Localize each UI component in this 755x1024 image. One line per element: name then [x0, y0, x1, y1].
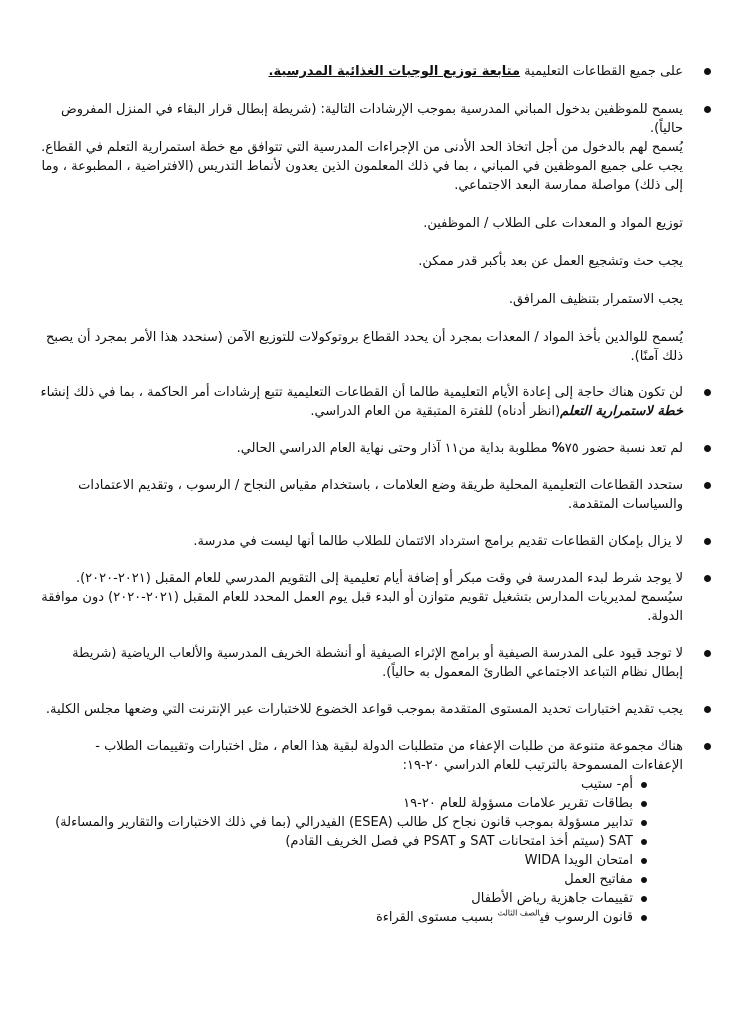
bullet-text: مطلوبة بداية من١١ آذار وحتى نهاية العام الدراسي الحالي. [236, 441, 552, 456]
list-item [40, 851, 647, 870]
bullet-icon [641, 896, 647, 902]
bullet-icon [704, 389, 711, 396]
bullet-icon [641, 915, 647, 921]
document-page [40, 60, 713, 927]
waiver-list [40, 775, 683, 927]
bullet-staff-access [40, 100, 713, 366]
list-item-text: تقييمات جاهزية رياض الأطفال [471, 891, 633, 906]
paragraph: يسمح للموظفين بدخول المباني المدرسية بموجب الإرشادات التالية: (شريطة إبطال قرار البقاء في المنزل المفروض حالياً). [60, 102, 683, 136]
bullet-ap-exams [40, 700, 713, 719]
bullet-icon [704, 706, 711, 713]
bullet-icon [641, 877, 647, 883]
list-item [40, 794, 647, 813]
bullet-text: لا يزال بإمكان القطاعات تقديم برامج استرداد الائتمان للطلاب طالما أنها ليست في مدرسة. [193, 534, 683, 549]
list-item-text: أم- ستيب [581, 777, 633, 792]
list-item [40, 775, 647, 794]
paragraph: يجب حث وتشجيع العمل عن بعد بأكبر قدر ممكن. [418, 254, 683, 269]
list-item [40, 889, 647, 908]
bullet-icon [641, 820, 647, 826]
bold-underlined-text: متابعة توزيع الوجبات الغذائية المدرسية. [268, 64, 521, 79]
paragraph: يُسمح لهم بالدخول من أجل اتخاذ الحد الأدنى من الإجراءات المدرسية التي تتوافق مع خطة استمرارية التعلم في القطاع. يجب على جميع الموظفين في المباني ، بما في ذلك المعلمون الذين يعدون لأنماط التدريس (الافتراضية ، المطبوعة ، وما إلى ذلك) مواصلة ممارسة البعد الاجتماعي. [41, 140, 683, 193]
bullet-text: (انظر أدناه) للفترة المتبقية من العام الدراسي. [310, 404, 561, 419]
list-item-text: بسبب مستوى القراءة [375, 910, 494, 925]
bullet-attendance [40, 439, 713, 458]
list-item [40, 870, 647, 889]
bullet-icon [641, 782, 647, 788]
bullet-text: هناك مجموعة متنوعة من طلبات الإعفاء من متطلبات الدولة لبقية هذا العام ، مثل اختبارات وتقييمات الطلاب - الإعفاءات المسموحة بالترتيب للعام الدراسي ٢٠-١٩: [95, 739, 683, 773]
bullet-text: لم تعد نسبة حضور ٧٥ [564, 441, 683, 456]
bullet-instructional-days [40, 383, 713, 421]
paragraph: يجب الاستمرار بتنظيف المرافق. [508, 292, 683, 307]
list-item [40, 813, 647, 832]
paragraph: توزيع المواد و المعدات على الطلاب / الموظفين. [423, 216, 683, 231]
bullet-icon [704, 68, 711, 75]
list-item-text: امتحان الويدا WIDA [524, 853, 633, 868]
bullet-icon [704, 743, 711, 750]
bullet-icon [641, 839, 647, 845]
bullet-icon [704, 575, 711, 582]
list-item [40, 832, 647, 851]
list-item-text: SAT (سيتم أخذ امتحانات SAT و PSAT في فصل الخريف القادم) [285, 834, 633, 849]
bullet-text: لا يوجد شرط لبدء المدرسة في وقت مبكر أو إضافة أيام تعليمية إلى التقويم المدرسي للعام المقبل (٢٠٢١-٢٠٢٠). سيُسمح لمديريات المدارس بتشغيل تقويم متوازن أو البدء قبل يوم العمل المحدد للعام المقبل (٢٠٢١-٢٠٢٠) دون موافقة الدولة. [41, 571, 683, 624]
bullet-summer-programs [40, 644, 713, 682]
bullet-icon [641, 801, 647, 807]
bullet-grading [40, 476, 713, 514]
paragraph: يُسمح للوالدين بأخذ المواد / المعدات بمجرد أن يحدد القطاع بروتوكولات للتوزيع الآمن (سنحدد هذا الأمر بمجرد أن يصبح ذلك آمنًا). [45, 330, 683, 364]
bullet-text: ستحدد القطاعات التعليمية المحلية طريقة وضع العلامات ، باستخدام مقياس النجاح / الرسوب ، وتقديم الاعتمادات والسياسات المتقدمة. [78, 478, 683, 512]
bullet-text: لا توجد قيود على المدرسة الصيفية أو برامج الإثراء الصيفية أو أنشطة الخريف المدرسية والألعاب الرياضية (شريطة إبطال نظام التباعد الاجتماعي الطارئ المعمول به حالياً). [72, 646, 683, 680]
bold-italic-text: خطة لاستمرارية التعلم [560, 404, 683, 419]
list-item-text: تدابير مسؤولة بموجب قانون نجاح كل طالب (ESEA) الفيدرالي (بما في ذلك الاختبارات والتقارير والمساءلة) [55, 815, 633, 830]
superscript-text: الصف الثالث [497, 908, 540, 918]
bullet-icon [641, 858, 647, 864]
bullet-meal-distribution [40, 62, 713, 81]
bullet-text: على جميع القطاعات التعليمية [520, 64, 683, 79]
list-item-text: بطاقات تقرير علامات مسؤولة للعام ٢٠-١٩ [403, 796, 633, 811]
bullet-icon [704, 106, 711, 113]
bullet-text: لن تكون هناك حاجة إلى إعادة الأيام التعليمية طالما أن القطاعات التعليمية تتبع إرشادات أمر الحاكمة ، بما في ذلك إنشاء [40, 385, 683, 400]
bullet-text: يجب تقديم اختبارات تحديد المستوى المتقدمة بموجب قواعد الخضوع للاختبارات عبر الإنترنت التي وضعها مجلس الكلية. [45, 702, 683, 717]
bullet-icon [704, 445, 711, 452]
percent-sign: % [551, 441, 565, 456]
bullet-icon [704, 538, 711, 545]
list-item-text: مفاتيح العمل [564, 872, 633, 887]
bullet-school-calendar [40, 569, 713, 626]
list-item [40, 908, 647, 927]
list-item-text: قانون الرسوب في [539, 910, 633, 925]
bullet-icon [704, 650, 711, 657]
bullet-waivers [40, 737, 713, 927]
bullet-credit-recovery [40, 532, 713, 551]
bullet-icon [704, 482, 711, 489]
